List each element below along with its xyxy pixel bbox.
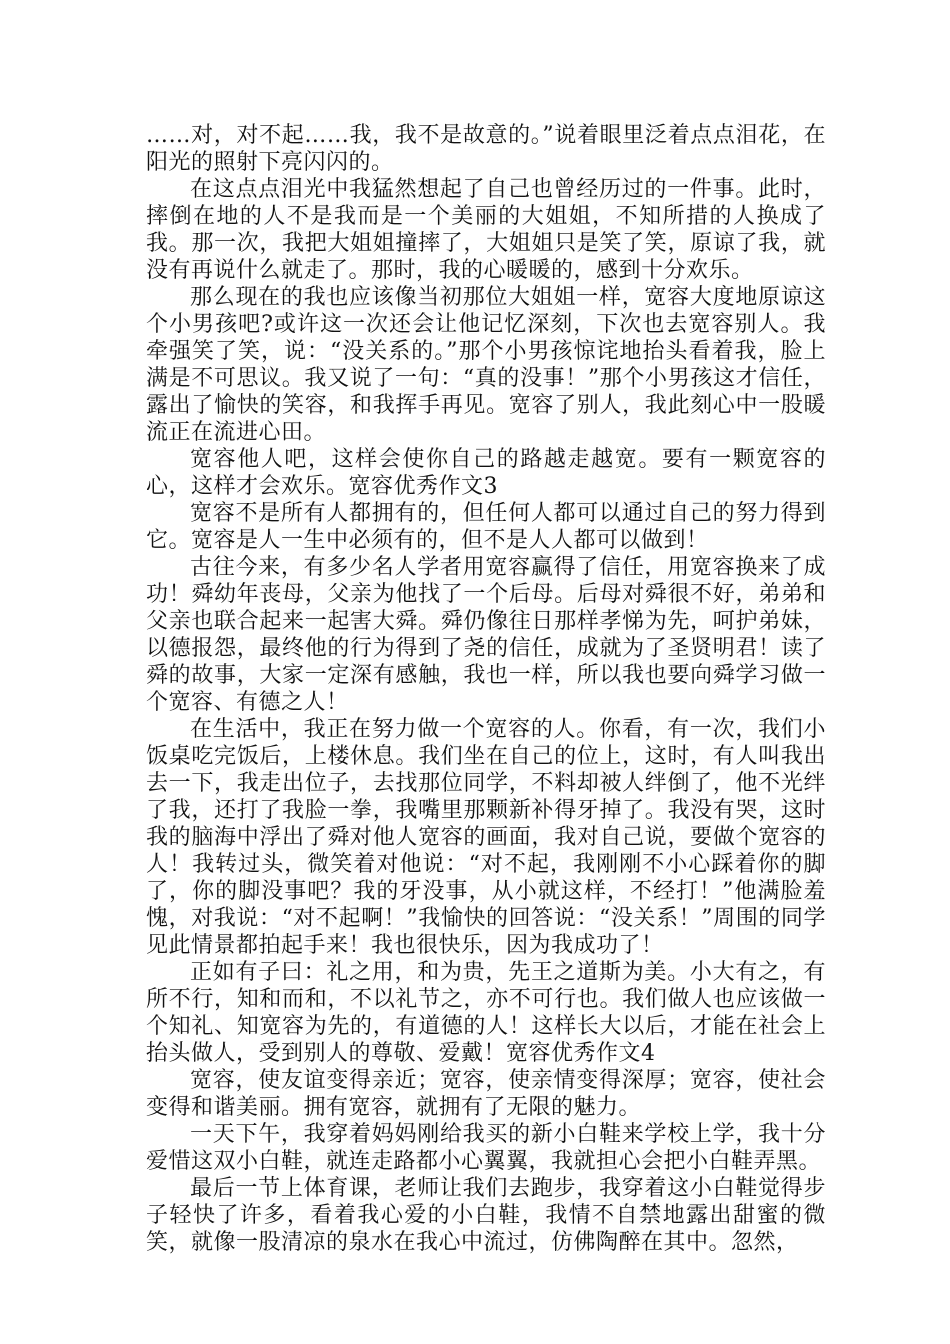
paragraph-11: 最后一节上体育课，老师让我们去跑步，我穿着这小白鞋觉得步子轻快了许多，看着我心爱的小白鞋，我情不自禁地露出甜蜜的微笑，就像一股清凉的泉水在我心中流过，仿佛陶醉在其中。忽然， [146,1176,826,1255]
paragraph-4: 宽容他人吧，这样会使你自己的路越走越宽。要有一颗宽容的心，这样才会欢乐。宽容优秀作文3 [146,447,826,499]
paragraph-6: 古往今来，有多少名人学者用宽容赢得了信任，用宽容换来了成功！舜幼年丧母，父亲为他找了一个后母。后母对舜很不好，弟弟和父亲也联合起来一起害大舜。舜仍像往日那样孝悌为先，呵护弟妹，以德报怨，最终他的行为得到了尧的信任，成就为了圣贤明君！读了舜的故事，大家一定深有感触，我也一样，所以我也要向舜学习做一个宽容、有德之人！ [146,555,826,715]
paragraph-2: 在这点点泪光中我猛然想起了自己也曾经历过的一件事。此时，摔倒在地的人不是我而是一个美丽的大姐姐，不知所措的人换成了我。那一次，我把大姐姐撞摔了，大姐姐只是笑了笑，原谅了我，就没有再说什么就走了。那时，我的心暖暖的，感到十分欢乐。 [146,177,826,283]
paragraph-9: 宽容，使友谊变得亲近；宽容，使亲情变得深厚；宽容，使社会变得和谐美丽。拥有宽容，就拥有了无限的魅力。 [146,1068,826,1120]
paragraph-10: 一天下午，我穿着妈妈刚给我买的新小白鞋来学校上学，我十分爱惜这双小白鞋，就连走路都小心翼翼，我就担心会把小白鞋弄黑。 [146,1122,826,1174]
paragraph-5: 宽容不是所有人都拥有的，但任何人都可以通过自己的努力得到它。宽容是人一生中必须有的，但不是人人都可以做到！ [146,501,826,553]
paragraph-8: 正如有子曰：礼之用，和为贵，先王之道斯为美。小大有之，有所不行，知和而和，不以礼节之，亦不可行也。我们做人也应该做一个知礼、知宽容为先的，有道德的人！这样长大以后，才能在社会上抬头做人，受到别人的尊敬、爱戴！宽容优秀作文4 [146,960,826,1066]
paragraph-7: 在生活中，我正在努力做一个宽容的人。你看，有一次，我们小饭桌吃完饭后，上楼休息。我们坐在自己的位上，这时，有人叫我出去一下，我走出位子，去找那位同学，不料却被人绊倒了，他不光绊了我，还打了我脸一拳，我嘴里那颗新补得牙掉了。我没有哭，这时我的脑海中浮出了舜对他人宽容的画面，我对自己说，要做个宽容的人！我转过头，微笑着对他说：“对不起，我刚刚不小心踩着你的脚了，你的脚没事吧？我的牙没事，从小就这样，不经打！”他满脸羞愧，对我说：“对不起啊！”我愉快的回答说：“没关系！”周围的同学见此情景都拍起手来！我也很快乐，因为我成功了！ [146,717,826,958]
document-body [146,122,826,1256]
paragraph-1: ……对，对不起……我，我不是故意的。”说着眼里泛着点点泪花，在阳光的照射下亮闪闪的。 [146,123,826,175]
paragraph-3: 那么现在的我也应该像当初那位大姐姐一样，宽容大度地原谅这个小男孩吧?或许这一次还会让他记忆深刻，下次也去宽容别人。我牵强笑了笑，说：“没关系的。”那个小男孩惊诧地抬头看着我，脸上满是不可思议。我又说了一句：“真的没事！”那个小男孩这才信任，露出了愉快的笑容，和我挥手再见。宽容了别人，我此刻心中一股暖流正在流进心田。 [146,285,826,445]
